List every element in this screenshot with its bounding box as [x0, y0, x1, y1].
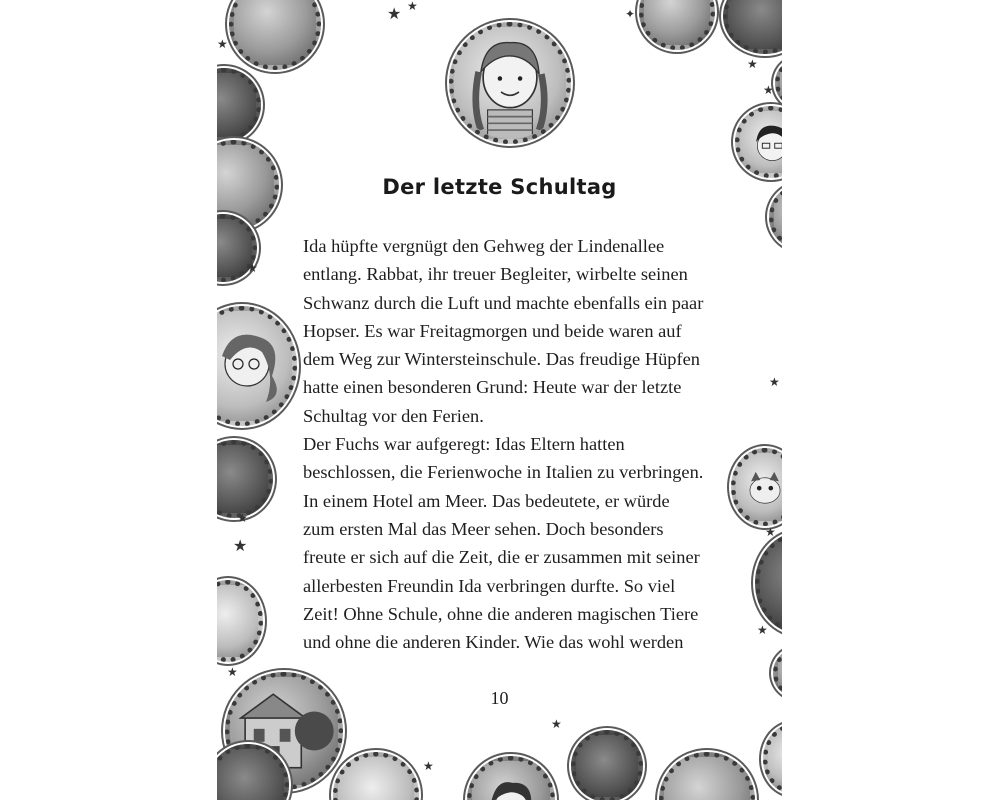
character-portrait-icon	[217, 68, 261, 142]
character-portrait-icon	[735, 106, 782, 178]
star-icon: ★	[387, 4, 402, 23]
star-icon: ★	[233, 536, 248, 555]
character-portrait-icon	[467, 756, 555, 800]
text-line: Schwanz durch die Luft und machte ebenfalls ein paar	[303, 292, 704, 313]
text-line: Der Fuchs war aufgeregt: Idas Eltern hatten	[303, 434, 625, 455]
text-line: entlang. Rabbat, ihr treuer Begleiter, wirbelte seinen	[303, 264, 688, 285]
star-icon: ★	[747, 57, 758, 71]
star-icon: ★	[247, 261, 258, 275]
text-line: Hopser. Es war Freitagmorgen und beide waren auf	[303, 320, 682, 341]
star-icon: ★	[407, 0, 418, 13]
character-portrait-icon	[723, 0, 782, 54]
text-line: allerbesten Freundin Ida verbringen durfte. So viel	[303, 575, 676, 596]
character-portrait-icon	[639, 0, 715, 50]
text-line: freute er sich auf die Zeit, die er zusammen mit seiner	[303, 547, 700, 568]
text-line: zum ersten Mal das Meer sehen. Doch besonders	[303, 518, 664, 539]
text-line: In einem Hotel am Meer. Das bedeutete, er würde	[303, 490, 670, 511]
character-portrait-icon	[659, 752, 755, 800]
star-icon: ★	[765, 525, 776, 539]
text-line: und ohne die anderen Kinder. Wie das wohl werden	[303, 632, 684, 653]
star-icon: ★	[237, 511, 248, 525]
star-icon: ★	[769, 375, 780, 389]
text-line: Ida hüpfte vergnügt den Gehweg der Lindenallee	[303, 236, 665, 256]
star-icon: ✦	[625, 7, 636, 21]
star-icon: ★	[217, 37, 228, 51]
star-icon: ★	[551, 717, 562, 731]
star-icon: ★	[763, 83, 774, 97]
chapter-title: Der letzte Schultag	[382, 175, 617, 199]
character-portrait-icon	[763, 724, 782, 794]
character-portrait-icon	[775, 58, 782, 108]
animal-portrait-icon	[571, 730, 643, 800]
book-page	[217, 0, 782, 800]
character-portrait-icon	[217, 580, 263, 662]
character-portrait-icon	[755, 532, 782, 637]
text-line: hatte einen besonderen Grund: Heute war der letzte	[303, 377, 682, 398]
animal-portrait-icon	[217, 440, 273, 518]
character-portrait-icon	[217, 306, 297, 426]
star-icon: ★	[227, 665, 238, 679]
text-line: Zeit! Ohne Schule, ohne die anderen magischen Tiere	[303, 603, 699, 624]
text-line: Schultag vor den Ferien.	[303, 405, 484, 426]
character-portrait-icon	[333, 752, 419, 800]
star-icon: ★	[757, 623, 768, 637]
animal-portrait-icon	[731, 448, 782, 526]
star-icon: ★	[423, 759, 434, 773]
body-text	[303, 232, 718, 656]
page-number: 10	[490, 688, 509, 708]
text-line: beschlossen, die Ferienwoche in Italien zu verbringen.	[303, 462, 704, 483]
text-line: dem Weg zur Wintersteinschule. Das freudige Hüpfen	[303, 349, 700, 370]
girl-portrait-icon	[449, 22, 571, 144]
character-portrait-icon	[229, 0, 321, 70]
